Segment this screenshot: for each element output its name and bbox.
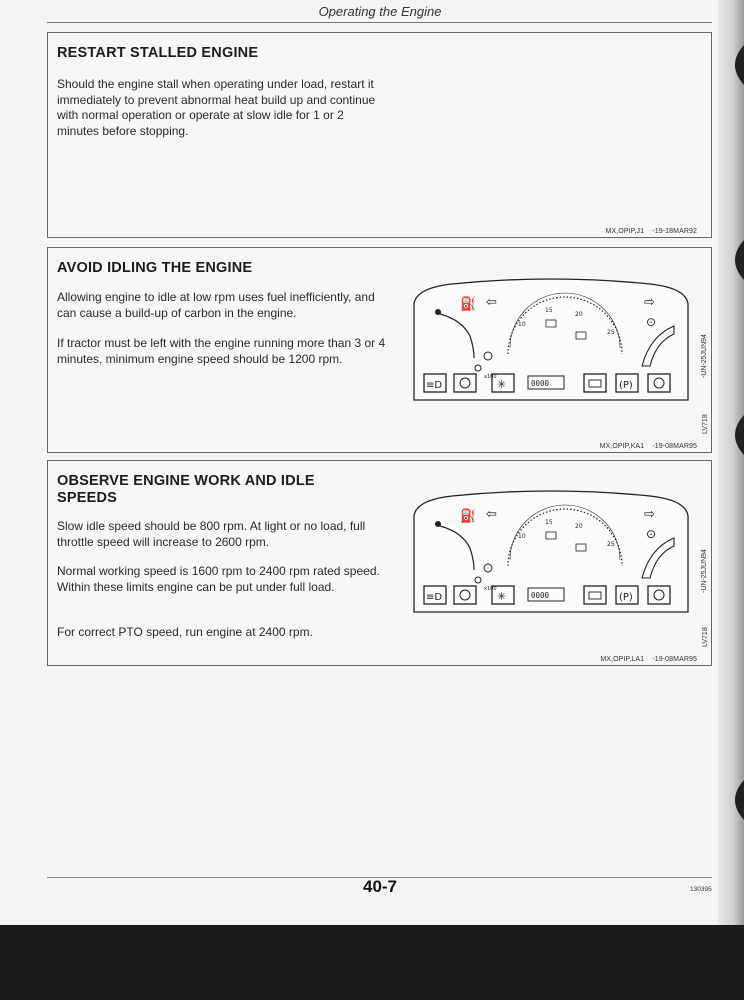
- svg-text:≡D: ≡D: [426, 592, 443, 603]
- section-paragraph: If tractor must be left with the engine running more than 3 or 4 minutes, minimum engine speed should be 1200 rpm.: [57, 336, 386, 366]
- page-header-title: Operating the Engine: [318, 4, 442, 19]
- section-paragraph: Normal working speed is 1600 rpm to 2400 rpm rated speed. Within these limits engine can be put under full load.: [57, 564, 380, 594]
- header-divider: [47, 22, 712, 23]
- instrument-panel-illustration: [412, 276, 690, 406]
- figure-code: LV718: [702, 627, 709, 647]
- section-heading: OBSERVE ENGINE WORK AND IDLE SPEEDS: [57, 473, 315, 506]
- reference-code: MX,OPIP,J1 -19-18MAR92: [605, 228, 697, 235]
- gauge-unit: x100: [484, 374, 497, 380]
- page-number: 40-7: [362, 877, 398, 896]
- gauge-tick: 15: [545, 307, 553, 314]
- odometer-value: 0000: [531, 379, 550, 388]
- svg-text:✳: ✳: [497, 590, 507, 603]
- figure-date-code: -UN-25JUN94: [701, 549, 708, 593]
- svg-text:(P): (P): [619, 380, 633, 391]
- binder-hole: [718, 45, 744, 85]
- document-code: 130395: [690, 886, 712, 893]
- reference-code: MX,OPIP,KA1 -19-08MAR95: [599, 443, 697, 450]
- section-restart-stalled-engine: [47, 32, 712, 238]
- binder-hole: [718, 415, 744, 455]
- section-heading: AVOID IDLING THE ENGINE: [57, 260, 253, 276]
- gauge-tick: 20: [575, 523, 583, 530]
- section-paragraph: For correct PTO speed, run engine at 2400 rpm.: [57, 625, 313, 639]
- gauge-tick: 25: [607, 329, 615, 336]
- svg-text:✳: ✳: [497, 378, 507, 391]
- dashboard-figure: [412, 488, 690, 623]
- section-paragraph: Slow idle speed should be 800 rpm. At light or no load, full throttle speed will increase to 2600 rpm.: [57, 519, 366, 549]
- instrument-panel-illustration: [412, 488, 690, 618]
- svg-text:⇦: ⇦: [486, 507, 497, 522]
- svg-text:⇨: ⇨: [644, 507, 655, 522]
- svg-text:⊙: ⊙: [646, 527, 657, 541]
- binder-hole: [718, 240, 744, 280]
- section-avoid-idling: [47, 247, 712, 453]
- section-paragraph: Should the engine stall when operating under load, restart it immediately to prevent abnormal heat build up and continue with normal operation or operate at slow idle for 1 or 2 minutes before stopping.: [57, 77, 376, 138]
- section-heading: RESTART STALLED ENGINE: [57, 45, 259, 61]
- svg-text:⛽: ⛽: [460, 297, 477, 312]
- svg-text:⛽: ⛽: [460, 509, 477, 524]
- gauge-tick: 10: [518, 321, 526, 328]
- svg-text:⇨: ⇨: [644, 295, 655, 310]
- svg-text:(P): (P): [619, 592, 633, 603]
- gauge-tick: 25: [607, 541, 615, 548]
- scan-background: [0, 925, 744, 1000]
- binder-hole: [718, 780, 744, 820]
- svg-text:⊙: ⊙: [646, 315, 657, 329]
- gauge-tick: 15: [545, 519, 553, 526]
- svg-text:⇦: ⇦: [486, 295, 497, 310]
- gauge-tick: 20: [575, 311, 583, 318]
- gauge-unit: x100: [484, 586, 497, 592]
- figure-date-code: -UN-25JUN94: [701, 334, 708, 378]
- figure-code: LV718: [702, 414, 709, 434]
- reference-code: MX,OPIP,LA1 -19-08MAR95: [600, 656, 697, 663]
- dashboard-figure: [412, 276, 690, 411]
- section-paragraph: Allowing engine to idle at low rpm uses fuel inefficiently, and can cause a build-up of carbon in the engine.: [57, 290, 375, 320]
- section-engine-work-idle-speeds: [47, 460, 712, 666]
- gauge-tick: 10: [518, 533, 526, 540]
- odometer-value: 0000: [531, 591, 550, 600]
- svg-text:≡D: ≡D: [426, 380, 443, 391]
